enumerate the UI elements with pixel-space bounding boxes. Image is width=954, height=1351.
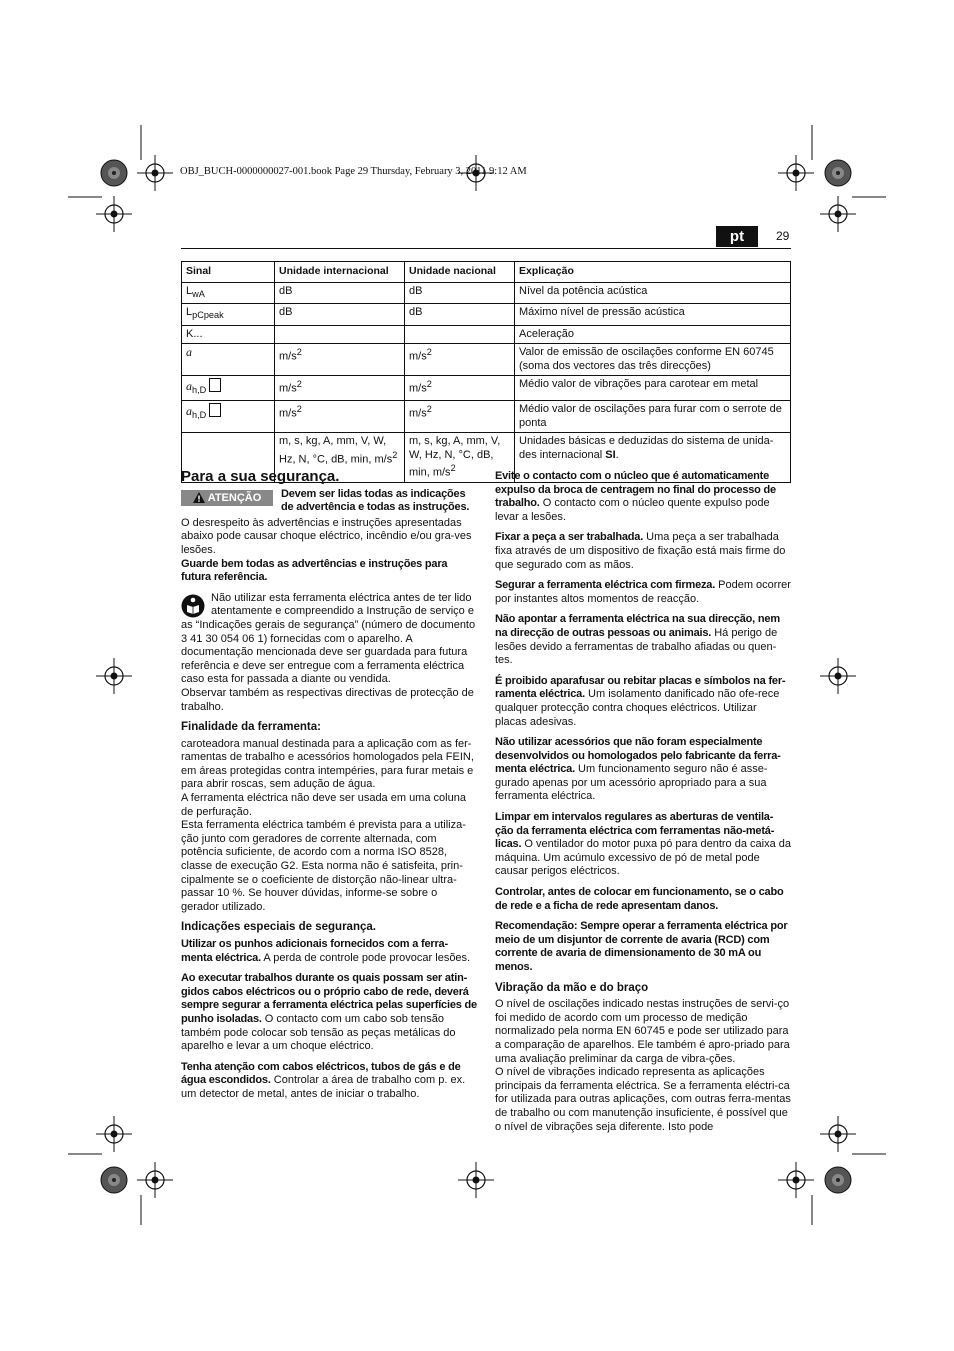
warning-block [181,488,477,515]
si-label: SI [605,448,616,461]
table-header-row [182,262,791,283]
column-header: Unidade nacional [405,262,515,283]
safety-item-title: Segurar a ferramenta eléctrica com firmeza. [495,579,716,592]
symbol-subscript: pCpeak [192,310,224,321]
unit: m/s [409,407,427,420]
unit-list: m, s, kg, A, mm, V, W, Hz, N, °C, dB, min, m/s [279,435,393,466]
symbol-subscript: h,D [192,410,207,421]
explanation-cell: Máximo nível de pressão acústica [515,304,791,326]
column-header: Explicação [515,262,791,283]
safety-item-title: Evite o contacto com o núcleo que é automaticamente expulso da broca de centragem no final do processo de trabalho. [495,470,776,510]
paragraph: Não utilizar esta ferramenta eléctrica antes de ter lido atentamente e compreendido a Instrução de serviço e as “Indicações gerais de segurança” (número de documento 3 41 30 054 06 1) fornecidas com o aparelho. A documentação mencionada deve ser guardada para futura referência e deve ser entregue com a ferramenta eléctrica caso esta for passada a diante ou vendida. [181,591,476,686]
safety-item-title: Não apontar a ferramenta eléctrica na sua direcção, nem na direcção de outras pessoas ou animais. [495,613,780,639]
intl-unit-cell: dB [275,304,405,326]
safety-item-text: Controlar a área de trabalho com p. ex. um detector de metal, antes de iniciar o trabalho. [181,1074,466,1100]
nat-unit-cell [405,376,515,401]
read-manual-icon [181,594,205,618]
symbol: a [186,345,192,360]
intl-unit-cell [275,325,405,344]
section-title: Para a sua segurança. [181,468,340,485]
symbol-cell [182,376,275,401]
paragraph: Guarde bem todas as advertências e instruções para futura referência. [181,557,448,584]
safety-item [181,938,477,965]
table-row [182,344,791,376]
symbol-cell: K... [182,325,275,344]
safety-item [495,613,791,667]
symbol-cell [182,344,275,376]
nat-unit-cell: dB [405,304,515,326]
explanation-cell: Médio valor de oscilações para furar com o serrote de ponta [515,401,791,433]
intl-unit-cell [275,401,405,433]
safety-item-text: Uma peça a ser trabalhada fixa através de um dispositivo de fixação está mais firme do que segurado com as mãos. [495,531,786,571]
symbol-subscript: wA [192,288,205,299]
language-badge: pt [716,226,758,247]
paragraph: Observar também as respectivas directivas de protecção de trabalho. [181,686,474,713]
warning-triangle-icon [193,492,205,503]
safety-item-text: O contacto com o núcleo quente expulso pode levar a lesões. [495,497,770,523]
table-row [182,325,791,344]
safety-item-text: Há perigo de lesões devido a ferramentas de trabalho afiadas ou quen-tes. [495,626,778,667]
safety-item-title: Fixar a peça a ser trabalhada. [495,531,644,544]
paragraph: O nível de oscilações indicado nestas instruções de servi-ço foi medido de acordo com um processo de medição normalizado pela norma EN 60745 e pode ser utilizado para a comparação de aparelhos. Ele também é apro-priado para uma avaliação preliminar da carga de vibra-ções. [495,998,790,1065]
paragraph: A ferramenta eléctrica não deve ser usada em uma coluna de perfuração. [181,792,466,818]
safety-item: Recomendação: Sempre operar a ferramenta eléctrica por meio de um disjuntor de corrente de avaria (RCD) com corrente de avaria de dimensionamento de 30 mA ou menos. [495,920,788,973]
symbol: a [186,404,192,419]
subheading-vibration: Vibração da mão e do braço [495,981,649,994]
safety-item [181,1061,477,1102]
unit-exponent: 2 [296,347,302,358]
column-header: Sinal [182,262,275,283]
table-row [182,401,791,433]
twist-drill-icon [209,403,221,417]
file-info: OBJ_BUCH-0000000027-001.book Page 29 Thursday, February 3, 2011 9:12 AM [180,166,527,177]
safety-item-text: Um funcionamento seguro não é asse-gurado apenas por um acessório apropriado para a sua ferramenta eléctrica. [495,763,768,803]
safety-item [495,736,791,804]
symbol: a [186,379,192,394]
symbol-cell [182,304,275,326]
explanation-end: . [615,448,619,461]
column-header: Unidade internacional [275,262,405,283]
nat-unit-cell: dB [405,282,515,304]
symbol: L [186,306,193,319]
unit: m/s [279,351,297,364]
safety-item [495,675,791,729]
unit: m/s [279,383,297,396]
page-number: 29 [776,229,790,243]
explanation-cell: Aceleração [515,325,791,344]
unit: m/s [279,407,297,420]
unit-exponent: 2 [450,463,456,474]
unit-exponent: 2 [426,404,432,415]
left-column [181,470,477,1109]
paragraph: Esta ferramenta eléctrica também é prevista para a utiliza-ção junto com geradores de corrente alternada, com potência suficiente, de acordo com a norma ISO 8528, classe de execução G2. Esta norma não é satisfeita, prin-cipalmente se o coeficiente de distorção não-linear ultra-passar 10 %. Se houver dúvidas, informe-se sobre o gerador utilizado. [181,819,466,913]
header-rule [181,248,791,249]
safety-item-text: O contacto com um cabo sob tensão também pode colocar sob tensão as peças metálicas do aparelho e levar a um choque eléctrico. [181,1012,456,1053]
intl-unit-cell: dB [275,282,405,304]
safety-item-title: Tenha atenção com cabos eléctricos, tubos de gás e de água escondidos. [181,1060,461,1087]
safety-item-text: O ventilador do motor puxa pó para dentro da caixa da máquina. Um acúmulo excessivo de pó de metal pode causar perigos eléctricos. [495,838,791,878]
intl-unit-cell [275,344,405,376]
unit-exponent: 2 [296,404,302,415]
unit-exponent: 2 [392,449,398,460]
safety-item [495,531,791,572]
table-row [182,376,791,401]
right-column [495,470,791,1134]
safety-item-title: Utilizar os punhos adicionais fornecidos com a ferra-menta eléctrica. [181,938,448,964]
symbol-table [181,261,791,483]
warning-badge [181,490,273,506]
symbol-subscript: h,D [192,385,207,396]
table-row [182,304,791,326]
symbol-cell [182,401,275,433]
safety-item-title: Ao executar trabalhos durante os quais possam ser atin-gidos cabos eléctricos ou o próprio cabo de rede, deverá sempre segurar a ferramenta eléctrica pelas superfícies de punho isoladas. [181,972,477,1025]
safety-item-title: Limpar em intervalos regulares as aberturas de ventila-ção da ferramenta eléctrica com ferramentas não-metá-licas. [495,811,775,851]
paragraph: O desrespeito às advertências e instruções apresentadas abaixo pode causar choque eléctrico, incêndio e/ou gra-ves lesões. [181,516,472,556]
paragraph: O nível de vibrações indicado representa as aplicações principais da ferramenta eléctrica. Se a ferramenta eléctri-ca for utilizada para outras aplicações, com outras ferra-mentas de trabalho ou com manutenção insuficiente, é possível que o nível de vibrações seja diferente. Isto pode [495,1066,791,1133]
unit-list: m, s, kg, A, mm, V, W, Hz, N, °C, dB, min, m/s [409,435,501,479]
nat-unit-cell [405,344,515,376]
safety-item [181,972,477,1054]
symbol: L [186,284,193,297]
safety-item-text: A perda de controle pode provocar lesões. [260,951,471,964]
manual-notice [181,592,477,687]
symbol-cell [182,282,275,304]
safety-item [495,470,791,524]
unit: m/s [409,383,427,396]
safety-item-title: É proibido aparafusar ou rebitar placas e símbolos na fer-ramenta eléctrica. [495,674,786,701]
subheading-purpose: Finalidade da ferramenta: [181,721,321,734]
safety-item-title: Não utilizar acessórios que não foram especialmente desenvolvidos ou homologados pelo fabricante da ferra-menta eléctrica. [495,736,781,776]
subheading-special-safety: Indicações especiais de segurança. [181,921,376,934]
explanation-text: Unidades básicas e deduzidas do sistema de unida-des internacional [519,435,774,461]
safety-item: Controlar, antes de colocar em funcionamento, se o cabo de rede e a ficha de rede apresentam danos. [495,886,784,912]
warning-label: ATENÇÃO [207,491,262,504]
intl-unit-cell [275,376,405,401]
paragraph: caroteadora manual destinada para a aplicação com as fer-ramentas de trabalho e acessórios homologados pela FEIN, em áreas protegidas contra intempéries, para furar metais e para abrir roscas, sem adução de água. [181,737,474,791]
safety-item-text: Podem ocorrer por instantes altos momentos de reacção. [495,579,791,605]
unit-exponent: 2 [426,379,432,390]
warning-text: Devem ser lidas todas as indicações de advertência e todas as instruções. [281,487,470,514]
safety-item-text: Um isolamento danificado não ofe-rece qualquer protecção contra choques eléctricos. Utilizar placas adesivas. [495,688,780,728]
core-drill-icon [209,378,221,392]
unit-exponent: 2 [296,379,302,390]
table-row [182,282,791,304]
explanation-cell: Valor de emissão de oscilações conforme EN 60745 (soma dos vectores das três direcções) [515,344,791,376]
unit: m/s [409,351,427,364]
safety-item [495,811,791,879]
nat-unit-cell [405,401,515,433]
safety-item [495,579,791,606]
nat-unit-cell [405,325,515,344]
explanation-cell: Nível da potência acústica [515,282,791,304]
unit-exponent: 2 [426,347,432,358]
explanation-cell: Médio valor de vibrações para carotear em metal [515,376,791,401]
